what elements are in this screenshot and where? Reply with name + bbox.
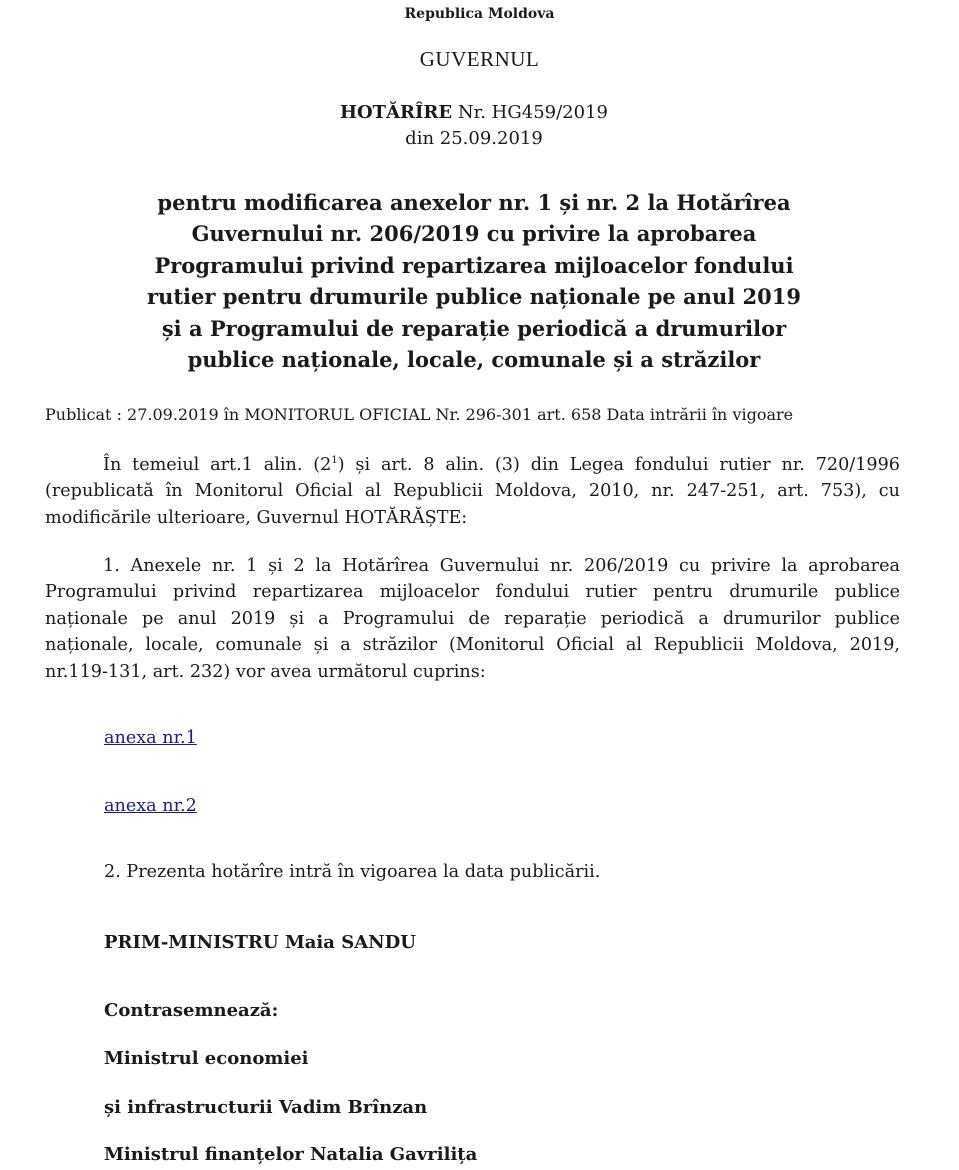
publication-info: Publicat : 27.09.2019 în MONITORUL OFICIAL Nr. 296-301 art. 658 Data intrării în vigoare (45, 405, 794, 424)
title-line: publice naționale, locale, comunale și a străzilor (187, 347, 761, 373)
article-1-paragraph (45, 553, 900, 685)
article-1-line: naționale pe anul 2019 și a Programului de reparație periodică a drumurilor publice (45, 608, 900, 629)
preamble-paragraph (45, 452, 900, 531)
minister-finance-signature: Ministrul finanțelor Natalia Gavrilița (104, 1144, 478, 1165)
article-1-line: naționale, locale, comunale și a străzilor (Monitorul Oficial al Republicii Moldova, 2019, (45, 635, 900, 656)
government-heading: GUVERNUL (419, 47, 540, 71)
title-line: Guvernului nr. 206/2019 cu privire la aprobarea (191, 221, 757, 247)
article-1-line: 1. Anexele nr. 1 și 2 la Hotărîrea Guvernului nr. 206/2019 cu privire la aprobarea (103, 556, 900, 576)
document-title (0, 187, 948, 375)
countersign-label: Contrasemnează: (104, 1000, 279, 1021)
title-line: pentru modificarea anexelor nr. 1 și nr. 2 la Hotărîrea (157, 190, 791, 215)
superscript: 1 (331, 455, 338, 466)
title-line: și a Programului de reparație periodică a drumurilor (161, 315, 787, 341)
prime-minister-signature: PRIM-MINISTRU Maia SANDU (104, 932, 416, 953)
minister-economy-line-1: Ministrul economiei (104, 1048, 309, 1069)
preamble-line: modificările ulterioare, Guvernul HOTĂRĂȘTE: (45, 507, 468, 528)
country-heading: Republica Moldova (404, 6, 555, 22)
decision-date: din 25.09.2019 (405, 128, 543, 149)
preamble-text: În temeiul art.1 alin. (2 (103, 455, 332, 475)
title-line: rutier pentru drumurile publice naționale pe anul 2019 (147, 284, 801, 310)
minister-economy-line-2: și infrastructurii Vadim Brînzan (104, 1097, 428, 1118)
preamble-line (45, 452, 900, 478)
decision-number: Nr. HG459/2019 (457, 102, 608, 123)
decision-number-line (0, 102, 948, 123)
annex-1-link[interactable]: anexa nr.1 (104, 728, 197, 748)
preamble-line: (republicată în Monitorul Oficial al Republicii Moldova, 2010, nr. 247-251, art. 753), cu (45, 481, 900, 502)
article-1-line: nr.119-131, art. 232) vor avea următorul cuprins: (45, 661, 486, 682)
decision-label: HOTĂRÎRE (340, 102, 453, 123)
article-1-line: Programului privind repartizarea mijloacelor fondului rutier pentru drumurile publice (45, 582, 900, 603)
title-line: Programului privind repartizarea mijloacelor fondului (154, 252, 794, 278)
annex-2-link[interactable]: anexa nr.2 (104, 796, 197, 816)
preamble-text: ) și art. 8 alin. (3) din Legea fondului rutier nr. 720/1996 (337, 455, 900, 475)
article-2-paragraph: 2. Prezenta hotărîre intră în vigoarea la data publicării. (104, 862, 601, 882)
